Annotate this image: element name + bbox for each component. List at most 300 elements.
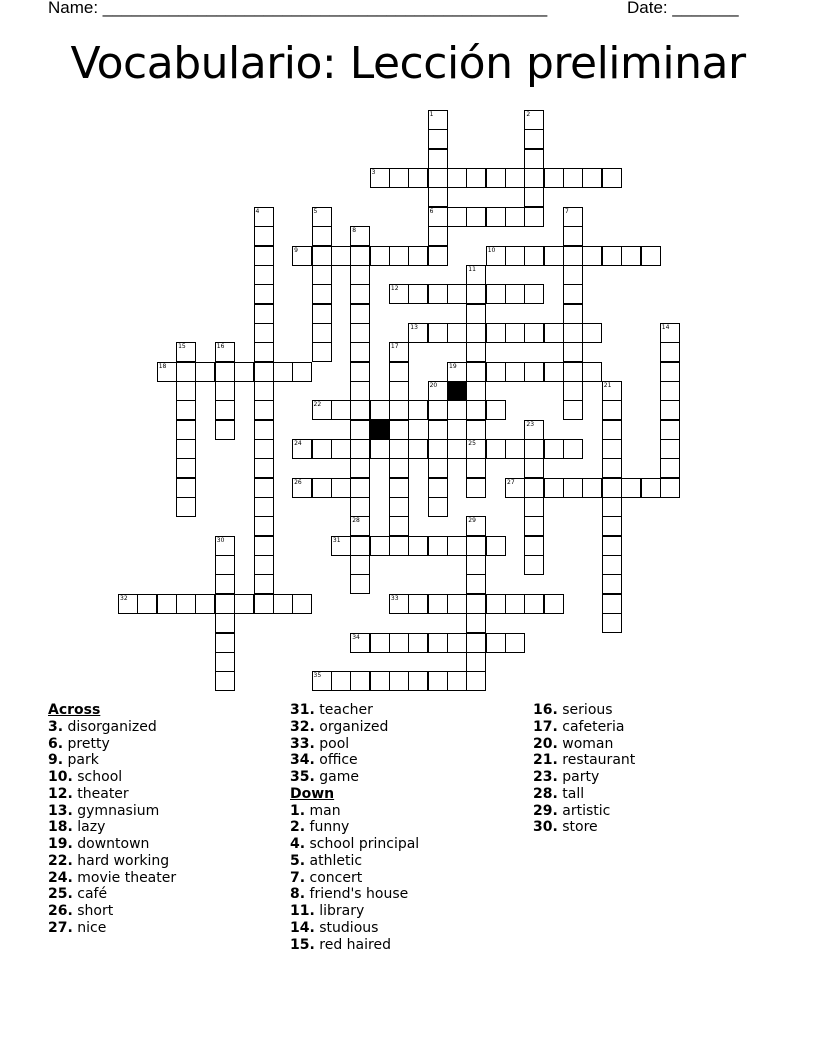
- grid-cell[interactable]: [428, 439, 448, 459]
- grid-cell[interactable]: [466, 304, 486, 324]
- grid-cell[interactable]: [466, 536, 486, 556]
- grid-cell[interactable]: [389, 381, 409, 401]
- grid-cell[interactable]: [466, 633, 486, 653]
- grid-cell[interactable]: [563, 265, 583, 285]
- grid-cell[interactable]: [215, 362, 235, 382]
- grid-cell[interactable]: [505, 284, 525, 304]
- grid-cell[interactable]: [428, 284, 448, 304]
- grid-cell[interactable]: [254, 478, 274, 498]
- clue-text: downtown: [72, 836, 150, 852]
- clue-item: [290, 819, 419, 836]
- clue-text: gymnasium: [72, 802, 160, 819]
- grid-cell[interactable]: [602, 420, 622, 440]
- grid-cell[interactable]: [447, 594, 467, 614]
- grid-cell[interactable]: [544, 168, 564, 188]
- grid-cell[interactable]: [215, 381, 235, 401]
- grid-cell[interactable]: [660, 478, 680, 498]
- clue-text: man: [305, 802, 341, 819]
- grid-cell[interactable]: [312, 226, 332, 246]
- grid-cell[interactable]: [350, 381, 370, 401]
- clue-number: 17.: [533, 718, 558, 735]
- grid-cell[interactable]: [447, 207, 467, 227]
- clue-text: funny: [305, 819, 350, 836]
- grid-cell[interactable]: [176, 478, 196, 498]
- grid-cell[interactable]: [350, 362, 370, 382]
- grid-cell[interactable]: [292, 362, 312, 382]
- grid-cell[interactable]: [563, 362, 583, 382]
- grid-cell[interactable]: [466, 420, 486, 440]
- grid-cell[interactable]: [544, 362, 564, 382]
- grid-cell[interactable]: [602, 168, 622, 188]
- grid-cell[interactable]: [563, 284, 583, 304]
- grid-cell[interactable]: [389, 362, 409, 382]
- grid-cell[interactable]: [312, 478, 332, 498]
- grid-cell[interactable]: [195, 362, 215, 382]
- grid-cell[interactable]: [486, 536, 506, 556]
- grid-cell[interactable]: [505, 168, 525, 188]
- clue-text: concert: [305, 869, 363, 886]
- grid-cell[interactable]: [524, 187, 544, 207]
- grid-cell[interactable]: [389, 420, 409, 440]
- grid-cell[interactable]: [466, 381, 486, 401]
- grid-cell[interactable]: [176, 497, 196, 517]
- grid-cell[interactable]: [428, 400, 448, 420]
- grid-cell[interactable]: [524, 129, 544, 149]
- grid-cell[interactable]: [524, 536, 544, 556]
- grid-cell[interactable]: [254, 439, 274, 459]
- grid-cell[interactable]: [524, 323, 544, 343]
- grid-cell[interactable]: [389, 246, 409, 266]
- grid-cell[interactable]: [350, 439, 370, 459]
- grid-cell[interactable]: [563, 246, 583, 266]
- grid-cell[interactable]: [660, 420, 680, 440]
- grid-cell[interactable]: [215, 400, 235, 420]
- grid-cell[interactable]: [563, 400, 583, 420]
- grid-cell[interactable]: [254, 400, 274, 420]
- grid-cell[interactable]: [215, 652, 235, 672]
- grid-cell[interactable]: [215, 594, 235, 614]
- grid-cell[interactable]: [505, 362, 525, 382]
- grid-cell[interactable]: [389, 516, 409, 536]
- grid-cell[interactable]: [350, 671, 370, 691]
- grid-cell[interactable]: [428, 149, 448, 169]
- grid-cell[interactable]: [602, 439, 622, 459]
- grid-cell[interactable]: [486, 168, 506, 188]
- grid-cell[interactable]: [524, 516, 544, 536]
- grid-cell[interactable]: [428, 187, 448, 207]
- grid-cell[interactable]: [350, 265, 370, 285]
- grid-cell-number: 28: [352, 517, 360, 525]
- grid-cell[interactable]: [505, 633, 525, 653]
- grid-cell[interactable]: [176, 439, 196, 459]
- grid-cell[interactable]: [254, 420, 274, 440]
- grid-cell[interactable]: [466, 342, 486, 362]
- grid-cell[interactable]: [389, 400, 409, 420]
- grid-cell[interactable]: [602, 555, 622, 575]
- grid-cell[interactable]: [466, 400, 486, 420]
- grid-cell[interactable]: [254, 555, 274, 575]
- grid-cell[interactable]: [447, 536, 467, 556]
- grid-cell[interactable]: [524, 594, 544, 614]
- grid-cell[interactable]: [524, 555, 544, 575]
- clue-text: theater: [72, 785, 129, 802]
- grid-cell[interactable]: [524, 458, 544, 478]
- grid-cell[interactable]: [602, 594, 622, 614]
- grid-cell[interactable]: [505, 594, 525, 614]
- grid-cell[interactable]: [447, 168, 467, 188]
- grid-cell[interactable]: [254, 516, 274, 536]
- clue-number: 7.: [290, 869, 306, 886]
- grid-cell[interactable]: [408, 284, 428, 304]
- grid-cell[interactable]: [312, 265, 332, 285]
- grid-cell[interactable]: [466, 613, 486, 633]
- grid-cell[interactable]: [350, 574, 370, 594]
- grid-cell[interactable]: [641, 246, 661, 266]
- grid-cell-number: 27: [507, 478, 515, 486]
- grid-cell[interactable]: [466, 671, 486, 691]
- grid-cell[interactable]: [312, 342, 332, 362]
- grid-cell[interactable]: [524, 497, 544, 517]
- grid-cell[interactable]: [466, 555, 486, 575]
- grid-cell[interactable]: [389, 439, 409, 459]
- grid-cell[interactable]: [428, 323, 448, 343]
- grid-cell[interactable]: [602, 497, 622, 517]
- clue-number: 19.: [48, 836, 73, 852]
- grid-cell[interactable]: [254, 304, 274, 324]
- grid-cell[interactable]: [312, 323, 332, 343]
- grid-cell[interactable]: [447, 633, 467, 653]
- grid-cell[interactable]: [428, 420, 448, 440]
- grid-cell[interactable]: [544, 246, 564, 266]
- clue-item: [290, 886, 419, 903]
- grid-cell[interactable]: [350, 246, 370, 266]
- grid-cell[interactable]: [292, 594, 312, 614]
- clue-number: 16.: [533, 702, 558, 718]
- grid-cell[interactable]: [350, 555, 370, 575]
- grid-cell[interactable]: [408, 536, 428, 556]
- grid-cell[interactable]: [389, 458, 409, 478]
- grid-cell[interactable]: [350, 478, 370, 498]
- clue-text: studious: [314, 919, 379, 936]
- grid-cell[interactable]: [563, 478, 583, 498]
- grid-cell-number: 10: [487, 246, 496, 254]
- grid-cell[interactable]: [312, 284, 332, 304]
- grid-cell[interactable]: [389, 671, 409, 691]
- grid-cell[interactable]: [389, 536, 409, 556]
- grid-cell[interactable]: [524, 149, 544, 169]
- grid-cell[interactable]: [176, 420, 196, 440]
- grid-cell[interactable]: [602, 516, 622, 536]
- grid-cell[interactable]: [350, 458, 370, 478]
- grid-cell-number: 9: [294, 246, 298, 254]
- grid-cell[interactable]: [563, 323, 583, 343]
- grid-cell[interactable]: [389, 497, 409, 517]
- grid-cell[interactable]: [466, 652, 486, 672]
- grid-cell[interactable]: [370, 439, 390, 459]
- grid-cell[interactable]: [582, 323, 602, 343]
- grid-cell[interactable]: [602, 536, 622, 556]
- grid-cell[interactable]: [563, 381, 583, 401]
- clue-number: 9.: [48, 752, 64, 769]
- clue-text: library: [314, 903, 365, 919]
- grid-cell[interactable]: [370, 536, 390, 556]
- clue-item: [290, 803, 419, 820]
- grid-cell[interactable]: [350, 497, 370, 517]
- clue-text: athletic: [305, 852, 363, 869]
- grid-cell[interactable]: [428, 168, 448, 188]
- grid-cell[interactable]: [428, 458, 448, 478]
- grid-cell[interactable]: [273, 362, 293, 382]
- grid-cell[interactable]: [486, 594, 506, 614]
- grid-cell[interactable]: [428, 594, 448, 614]
- clue-number: 35.: [290, 769, 315, 785]
- grid-cell[interactable]: [582, 362, 602, 382]
- grid-cell[interactable]: [389, 478, 409, 498]
- grid-cell[interactable]: [505, 246, 525, 266]
- grid-cell[interactable]: [408, 439, 428, 459]
- clue-number: 15.: [290, 936, 315, 953]
- grid-cell[interactable]: [660, 362, 680, 382]
- grid-cell[interactable]: [428, 536, 448, 556]
- grid-cell[interactable]: [447, 671, 467, 691]
- grid-cell[interactable]: [524, 168, 544, 188]
- grid-cell[interactable]: [563, 226, 583, 246]
- grid-cell[interactable]: [447, 284, 467, 304]
- grid-cell-number: 6: [429, 207, 434, 215]
- grid-cell[interactable]: [486, 439, 506, 459]
- grid-cell[interactable]: [273, 594, 293, 614]
- grid-cell[interactable]: [428, 129, 448, 149]
- grid-cell[interactable]: [505, 323, 525, 343]
- clue-number: 5.: [290, 852, 306, 869]
- grid-cell[interactable]: [486, 633, 506, 653]
- grid-cell-number: 3: [371, 169, 376, 177]
- grid-cell[interactable]: [176, 594, 196, 614]
- grid-cell[interactable]: [524, 362, 544, 382]
- grid-cell[interactable]: [563, 168, 583, 188]
- clue-item: [48, 752, 176, 769]
- grid-cell[interactable]: [350, 420, 370, 440]
- grid-cell[interactable]: [408, 671, 428, 691]
- grid-cell[interactable]: [408, 400, 428, 420]
- grid-cell[interactable]: [370, 400, 390, 420]
- grid-cell[interactable]: [312, 439, 332, 459]
- grid-cell[interactable]: [389, 168, 409, 188]
- grid-cell[interactable]: [602, 574, 622, 594]
- grid-cell[interactable]: [428, 497, 448, 517]
- clue-item: [48, 719, 176, 736]
- grid-cell[interactable]: [176, 362, 196, 382]
- grid-cell[interactable]: [447, 439, 467, 459]
- grid-cell[interactable]: [428, 226, 448, 246]
- grid-cell[interactable]: [331, 478, 351, 498]
- grid-cell[interactable]: [254, 226, 274, 246]
- grid-cell[interactable]: [254, 323, 274, 343]
- grid-cell[interactable]: [544, 594, 564, 614]
- grid-cell[interactable]: [408, 246, 428, 266]
- grid-cell-number: 7: [565, 207, 569, 215]
- grid-cell[interactable]: [582, 478, 602, 498]
- grid-cell[interactable]: [428, 671, 448, 691]
- grid-cell[interactable]: [312, 246, 332, 266]
- grid-cell[interactable]: [447, 400, 467, 420]
- grid-cell[interactable]: [544, 439, 564, 459]
- grid-cell[interactable]: [350, 284, 370, 304]
- grid-cell[interactable]: [602, 458, 622, 478]
- clue-item: [290, 853, 419, 870]
- grid-cell[interactable]: [215, 574, 235, 594]
- grid-cell[interactable]: [234, 594, 254, 614]
- clue-number: 25.: [48, 886, 73, 903]
- clue-item: [48, 786, 176, 803]
- grid-cell-number: 17: [390, 343, 399, 351]
- grid-cell[interactable]: [331, 439, 351, 459]
- grid-cell[interactable]: [254, 458, 274, 478]
- grid-cell[interactable]: [505, 439, 525, 459]
- grid-cell[interactable]: [602, 246, 622, 266]
- grid-cell[interactable]: [466, 207, 486, 227]
- grid-cell[interactable]: [466, 574, 486, 594]
- grid-cell[interactable]: [486, 284, 506, 304]
- grid-cell[interactable]: [447, 323, 467, 343]
- grid-cell[interactable]: [428, 478, 448, 498]
- grid-cell[interactable]: [524, 478, 544, 498]
- clue-text: party: [557, 769, 600, 785]
- grid-cell[interactable]: [176, 400, 196, 420]
- grid-cell[interactable]: [582, 246, 602, 266]
- grid-cell[interactable]: [466, 323, 486, 343]
- grid-cell[interactable]: [486, 362, 506, 382]
- grid-cell[interactable]: [408, 594, 428, 614]
- grid-cell[interactable]: [466, 284, 486, 304]
- grid-cell[interactable]: [602, 478, 622, 498]
- grid-cell[interactable]: [621, 478, 641, 498]
- grid-cell[interactable]: [544, 478, 564, 498]
- grid-cell[interactable]: [331, 671, 351, 691]
- grid-cell[interactable]: [195, 594, 215, 614]
- grid-cell[interactable]: [254, 362, 274, 382]
- grid-cell[interactable]: [621, 246, 641, 266]
- clue-item: [48, 920, 176, 937]
- grid-cell-number: 23: [526, 420, 535, 428]
- grid-cell[interactable]: [215, 555, 235, 575]
- grid-cell[interactable]: [466, 594, 486, 614]
- grid-cell[interactable]: [254, 246, 274, 266]
- grid-cell[interactable]: [331, 246, 351, 266]
- grid-cell[interactable]: [215, 613, 235, 633]
- grid-cell[interactable]: [544, 323, 564, 343]
- grid-cell[interactable]: [563, 439, 583, 459]
- page-title: Vocabulario: Lección preliminar: [70, 38, 746, 89]
- grid-cell[interactable]: [176, 458, 196, 478]
- grid-cell-number: 14: [661, 323, 670, 331]
- grid-cell-number: 18: [158, 362, 167, 370]
- grid-cell[interactable]: [563, 342, 583, 362]
- grid-cell[interactable]: [176, 381, 196, 401]
- grid-cell[interactable]: [466, 478, 486, 498]
- grid-cell[interactable]: [505, 207, 525, 227]
- grid-cell[interactable]: [582, 168, 602, 188]
- grid-cell[interactable]: [466, 362, 486, 382]
- clue-number: 27.: [48, 919, 73, 936]
- grid-cell[interactable]: [215, 633, 235, 653]
- clue-number: 10.: [48, 769, 73, 785]
- grid-cell[interactable]: [312, 304, 332, 324]
- grid-cell[interactable]: [486, 400, 506, 420]
- grid-cell[interactable]: [660, 400, 680, 420]
- grid-cell[interactable]: [254, 342, 274, 362]
- grid-cell[interactable]: [350, 536, 370, 556]
- grid-cell[interactable]: [350, 342, 370, 362]
- grid-cell[interactable]: [370, 671, 390, 691]
- grid-cell[interactable]: [408, 168, 428, 188]
- grid-cell[interactable]: [254, 497, 274, 517]
- grid-cell[interactable]: [215, 671, 235, 691]
- date-line: Date: _______: [627, 0, 739, 17]
- grid-cell[interactable]: [660, 342, 680, 362]
- grid-cell[interactable]: [350, 323, 370, 343]
- clue-item: [48, 736, 176, 753]
- clues-column-2: [290, 702, 419, 953]
- clue-item: [533, 702, 635, 719]
- grid-cell[interactable]: [215, 420, 235, 440]
- grid-cell[interactable]: [660, 458, 680, 478]
- grid-block: [447, 381, 467, 401]
- grid-cell[interactable]: [602, 400, 622, 420]
- grid-cell[interactable]: [602, 613, 622, 633]
- grid-cell[interactable]: [254, 284, 274, 304]
- clue-item: [48, 853, 176, 870]
- grid-cell[interactable]: [254, 574, 274, 594]
- grid-cell[interactable]: [524, 284, 544, 304]
- grid-cell[interactable]: [254, 536, 274, 556]
- grid-cell[interactable]: [563, 304, 583, 324]
- grid-cell[interactable]: [254, 265, 274, 285]
- grid-cell[interactable]: [370, 246, 390, 266]
- grid-cell[interactable]: [524, 246, 544, 266]
- grid-cell[interactable]: [408, 633, 428, 653]
- grid-cell[interactable]: [157, 594, 177, 614]
- grid-cell[interactable]: [254, 381, 274, 401]
- clue-item: [48, 903, 176, 920]
- grid-cell[interactable]: [466, 168, 486, 188]
- grid-cell[interactable]: [660, 439, 680, 459]
- grid-cell[interactable]: [428, 246, 448, 266]
- grid-cell[interactable]: [524, 207, 544, 227]
- grid-cell[interactable]: [524, 439, 544, 459]
- grid-cell[interactable]: [641, 478, 661, 498]
- grid-cell[interactable]: [137, 594, 157, 614]
- grid-cell[interactable]: [389, 633, 409, 653]
- grid-cell-number: 22: [313, 401, 322, 409]
- grid-cell[interactable]: [486, 207, 506, 227]
- grid-cell[interactable]: [486, 323, 506, 343]
- grid-cell[interactable]: [466, 458, 486, 478]
- grid-cell[interactable]: [254, 594, 274, 614]
- grid-cell[interactable]: [331, 400, 351, 420]
- clue-item: [290, 719, 419, 736]
- grid-cell[interactable]: [428, 633, 448, 653]
- grid-cell[interactable]: [350, 304, 370, 324]
- grid-cell-number: 32: [120, 594, 128, 602]
- clue-text: movie theater: [72, 869, 177, 886]
- grid-cell[interactable]: [370, 633, 390, 653]
- grid-cell[interactable]: [660, 381, 680, 401]
- clue-text: nice: [72, 919, 107, 936]
- grid-cell[interactable]: [234, 362, 254, 382]
- clue-item: [48, 870, 176, 887]
- grid-cell[interactable]: [350, 400, 370, 420]
